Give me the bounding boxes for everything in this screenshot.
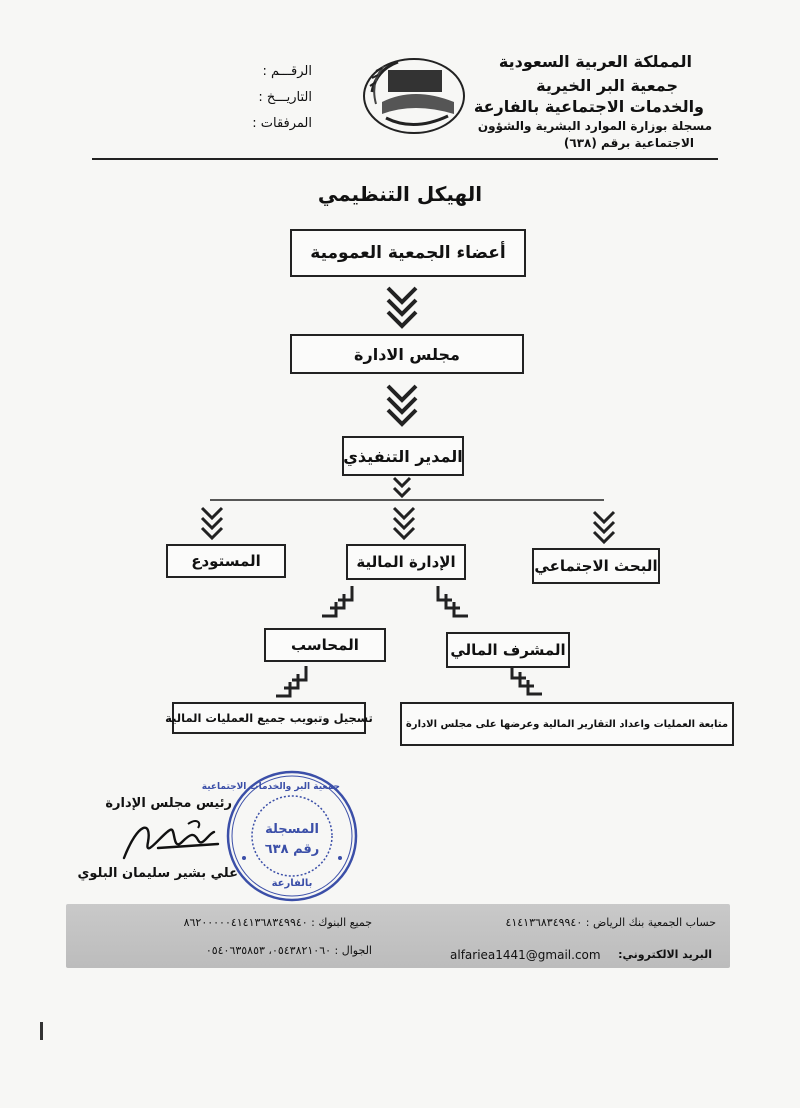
mobile-numbers: الجوال : ٠٥٤٣٨٢١٠٦٠، ٠٥٤٠٦٣٥٨٥٣ xyxy=(205,944,372,957)
chevron-down-icon xyxy=(202,508,222,538)
accountant-task-box xyxy=(165,702,373,734)
email-address: alfariea1441@gmail.com xyxy=(450,948,601,962)
scan-mark xyxy=(40,1022,43,1040)
social-research-box xyxy=(532,548,660,584)
board-box xyxy=(290,334,524,374)
executive-director-label: المدير التنفيذي xyxy=(343,446,463,466)
chevron-down-icon xyxy=(388,386,416,424)
org-registration: مسجلة بوزارة الموارد البشرية والشؤون xyxy=(477,119,712,133)
social-research-label: البحث الاجتماعي xyxy=(534,557,658,575)
email-label: البريد الالكتروني: xyxy=(618,948,712,961)
accountant-task-label: تسجيل وتبويب جميع العمليات المالية xyxy=(165,711,373,725)
all-banks-account: جميع البنوك : ٨٦٢٠٠٠٠٠٤١٤١٣٦٨٣٤٩٩٤٠ xyxy=(183,916,372,929)
page-title: الهيكل التنظيمي xyxy=(317,182,483,206)
org-subtitle: والخدمات الاجتماعية بالفارعة xyxy=(473,97,704,116)
executive-director-box xyxy=(342,436,464,476)
signature-title: رئيس مجلس الإدارة xyxy=(105,796,232,811)
finance-box xyxy=(346,544,466,580)
org-country: المملكة العربية السعودية xyxy=(498,52,692,71)
org-name: جمعية البر الخيرية xyxy=(536,76,678,95)
warehouse-box xyxy=(166,544,286,578)
handwritten-signature xyxy=(118,812,228,868)
chevron-down-icon xyxy=(594,512,614,542)
stamp-center-line1: المسجلة xyxy=(265,822,319,837)
financial-supervisor-label: المشرف المالي xyxy=(450,641,566,659)
accountant-label: المحاسب xyxy=(291,636,359,654)
supervisor-task-label: متابعة العمليات واعداد التقارير المالية وعرضها على مجلس الادارة xyxy=(405,718,729,730)
supervisor-task-box xyxy=(400,702,734,746)
riyad-bank-account: حساب الجمعية بنك الرياض : ٤١٤١٣٦٨٣٤٩٩٤٠ xyxy=(505,916,716,929)
warehouse-label: المستودع xyxy=(191,552,261,570)
stamp-center-line2: رقم ٦٣٨ xyxy=(264,842,320,857)
general-assembly-label: أعضاء الجمعية العمومية xyxy=(310,243,506,263)
finance-label: الإدارة المالية xyxy=(356,553,456,571)
chevron-down-left-icon xyxy=(322,586,352,616)
chevron-down-left-icon xyxy=(276,666,306,696)
accountant-box xyxy=(264,628,386,662)
signatory-name: علي بشير سليمان البلوي xyxy=(77,866,238,881)
chevron-down-icon xyxy=(394,478,410,496)
financial-supervisor-box xyxy=(446,632,570,668)
board-label: مجلس الادارة xyxy=(354,344,460,364)
stamp-ring-text: جمعية البر والخدمات الاجتماعية xyxy=(201,782,340,792)
org-registration-number: الاجتماعية برقم (٦٣٨) xyxy=(563,136,694,150)
number-field-label: الرقـــم : xyxy=(262,64,312,79)
attachments-field-label: المرفقات : xyxy=(252,116,312,131)
chevron-down-icon xyxy=(394,508,414,538)
chevron-down-right-icon xyxy=(438,586,468,616)
chevron-down-icon xyxy=(388,288,416,326)
chevron-down-right-icon xyxy=(512,664,542,694)
general-assembly-box xyxy=(290,229,526,277)
date-field-label: التاريـــخ : xyxy=(258,90,312,105)
stamp-bottom-text: بالفارعة xyxy=(271,878,313,889)
